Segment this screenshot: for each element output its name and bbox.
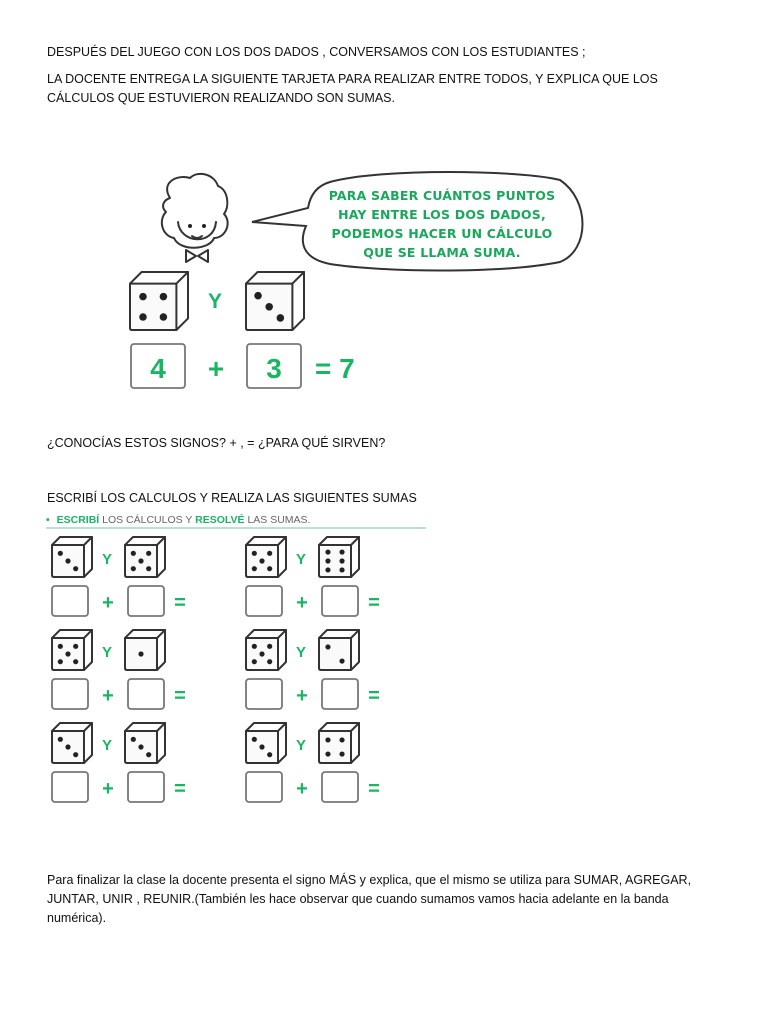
die-icon — [246, 537, 286, 577]
pip — [160, 293, 168, 301]
pip — [254, 292, 262, 300]
bullet: • — [46, 514, 50, 526]
pip — [339, 737, 344, 742]
pip — [325, 751, 330, 756]
answer-box[interactable] — [128, 772, 164, 802]
bubble-line-2: HAY ENTRE LOS DOS DADOS, — [338, 207, 546, 222]
pip — [259, 744, 264, 749]
conjunction-y: Y — [101, 644, 113, 661]
pip — [138, 744, 143, 749]
plus-sign: + — [102, 592, 114, 614]
card-paragraph: LA DOCENTE ENTREGA LA SIGUIENTE TARJETA PARA REALIZAR ENTRE TODOS, Y EXPLICA QUE LOS CÁLCULOS QUE ESTUVIERON REALIZANDO SON SUMAS. — [47, 72, 658, 105]
die-icon — [319, 537, 359, 577]
speech-bubble — [252, 172, 583, 271]
conjunction-y: Y — [295, 551, 307, 568]
answer-box[interactable] — [246, 586, 282, 616]
die-icon — [319, 723, 359, 763]
die-icon — [319, 630, 359, 670]
pip — [267, 551, 272, 556]
pip — [339, 549, 344, 554]
equals-sign: = — [174, 685, 186, 707]
header-resolve: RESOLVÉ — [195, 514, 245, 526]
plus-sign: + — [102, 685, 114, 707]
pip — [265, 303, 273, 311]
die-icon — [246, 630, 286, 670]
pip — [146, 551, 151, 556]
question-paragraph: ¿CONOCÍAS ESTOS SIGNOS? + , = ¿PARA QUÉ SIRVEN? — [47, 436, 386, 450]
die-icon — [125, 630, 165, 670]
svg-text:• ESCRIBÍ LOS CÁL — [46, 513, 310, 526]
pip — [58, 551, 63, 556]
pip — [267, 752, 272, 757]
plus-sign: + — [296, 592, 308, 614]
intro-paragraph: DESPUÉS DEL JUEGO CON LOS DOS DADOS , CONVERSAMOS CON LOS ESTUDIANTES ; — [47, 45, 586, 59]
answer-box[interactable] — [128, 586, 164, 616]
header-end: LAS SUMAS. — [247, 514, 311, 526]
pip — [138, 651, 143, 656]
answer-box[interactable] — [128, 679, 164, 709]
pip — [267, 644, 272, 649]
pip — [339, 751, 344, 756]
pip — [73, 644, 78, 649]
equals-sign: = — [368, 778, 380, 800]
conjunction-y: Y — [295, 644, 307, 661]
pip — [146, 566, 151, 571]
pip — [73, 659, 78, 664]
pip — [58, 737, 63, 742]
pip — [339, 558, 344, 563]
pip — [65, 651, 70, 656]
pip — [73, 566, 78, 571]
die-icon — [125, 723, 165, 763]
pip — [65, 558, 70, 563]
plus-sign: + — [296, 778, 308, 800]
pip — [339, 567, 344, 572]
pip — [252, 659, 257, 664]
equals-sign: = — [174, 592, 186, 614]
pip — [58, 659, 63, 664]
bubble-line-3: PODEMOS HACER UN CÁLCULO — [331, 226, 553, 241]
pip — [73, 752, 78, 757]
pip — [138, 558, 143, 563]
pip — [252, 566, 257, 571]
plus-sign: + — [296, 685, 308, 707]
exercise-paragraph: ESCRIBÍ LOS CALCULOS Y REALIZA LAS SIGUIENTES SUMAS — [47, 491, 417, 505]
worksheet-header — [46, 513, 426, 528]
conjunction-y: Y — [101, 551, 113, 568]
pip — [277, 314, 285, 322]
answer-box[interactable] — [322, 679, 358, 709]
pip — [252, 737, 257, 742]
exercise-item — [246, 723, 380, 802]
answer-box[interactable] — [246, 772, 282, 802]
pip — [252, 551, 257, 556]
header-escribi: ESCRIBÍ — [56, 514, 100, 526]
die-icon — [52, 630, 92, 670]
plus-sign: + — [207, 353, 225, 384]
pip — [325, 558, 330, 563]
plus-sign: + — [102, 778, 114, 800]
pip — [139, 313, 147, 321]
conjunction-y: Y — [101, 737, 113, 754]
exercise-item — [52, 630, 186, 709]
sum-card-illustration — [0, 0, 768, 410]
result-text: = 7 — [315, 353, 355, 384]
pip — [139, 293, 147, 301]
header-mid: LOS CÁLCULOS Y — [102, 514, 196, 526]
pip — [131, 551, 136, 556]
die-icon — [52, 537, 92, 577]
conjunction-y: Y — [207, 290, 223, 313]
die-icon — [130, 272, 188, 330]
pip — [252, 644, 257, 649]
exercise-item — [246, 630, 380, 709]
closing-paragraph: Para finalizar la clase la docente presenta el signo MÁS y explica, que el mismo se utiliza para SUMAR, AGREGAR, JUNTAR, UNIR , REUNIR.(También les hace observar que cuando sumamos vamos hacia adelante en la banda numérica). — [47, 873, 692, 925]
pip — [267, 566, 272, 571]
equals-sign: = — [368, 592, 380, 614]
answer-box[interactable] — [52, 772, 88, 802]
pip — [146, 752, 151, 757]
answer-box[interactable] — [246, 679, 282, 709]
equals-sign: = — [174, 778, 186, 800]
pip — [267, 659, 272, 664]
pip — [131, 566, 136, 571]
child-face-icon — [162, 174, 228, 262]
pip — [131, 737, 136, 742]
pip — [339, 658, 344, 663]
pip — [58, 644, 63, 649]
pip — [160, 313, 168, 321]
pip — [325, 549, 330, 554]
die-icon — [246, 723, 286, 763]
pip — [65, 744, 70, 749]
addend-1: 4 — [150, 353, 166, 384]
pip — [325, 737, 330, 742]
addend-2: 3 — [266, 353, 282, 384]
pip — [325, 644, 330, 649]
bubble-line-4: QUE SE LLAMA SUMA. — [363, 245, 521, 260]
pip — [259, 651, 264, 656]
exercise-item — [246, 537, 380, 616]
answer-box[interactable] — [322, 586, 358, 616]
answer-box[interactable] — [52, 679, 88, 709]
worksheet-exercises — [0, 505, 768, 835]
conjunction-y: Y — [295, 737, 307, 754]
pip — [325, 567, 330, 572]
equals-sign: = — [368, 685, 380, 707]
exercise-item — [52, 723, 186, 802]
exercise-item — [52, 537, 186, 616]
answer-box[interactable] — [52, 586, 88, 616]
bubble-line-1: PARA SABER CUÁNTOS PUNTOS — [328, 188, 556, 203]
pip — [259, 558, 264, 563]
die-icon — [125, 537, 165, 577]
die-icon — [52, 723, 92, 763]
die-icon — [246, 272, 304, 330]
answer-box[interactable] — [322, 772, 358, 802]
